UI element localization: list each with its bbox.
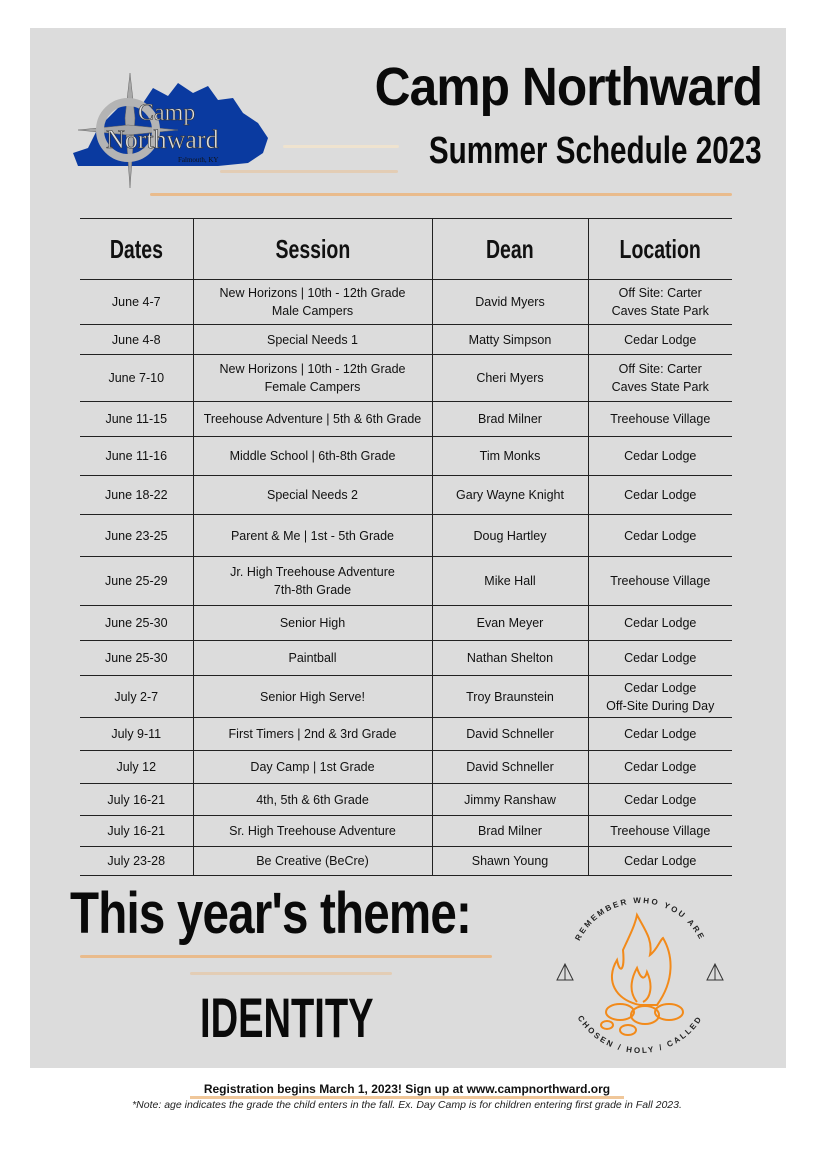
table-row	[80, 437, 732, 476]
table-row	[80, 641, 732, 676]
cell-session: Senior High	[193, 606, 432, 641]
cell-location: Cedar Lodge	[588, 515, 732, 557]
tent-icon	[707, 964, 723, 980]
cell-session: Middle School | 6th-8th Grade	[193, 437, 432, 476]
column-header-dean	[432, 219, 588, 280]
cell-session: Be Creative (BeCre)	[193, 847, 432, 876]
cell-location: Treehouse Village	[588, 557, 732, 606]
svg-text:CHOSEN / HOLY / CALLED	[576, 1014, 705, 1055]
cell-dean: David Myers	[432, 280, 588, 325]
emblem-top-text: REMEMBER WHO YOU ARE	[573, 895, 707, 943]
cell-dates: June 11-15	[80, 402, 193, 437]
table-row	[80, 402, 732, 437]
column-header-label: Dean	[486, 234, 534, 264]
table-row	[80, 751, 732, 784]
fire-icon	[601, 915, 683, 1035]
age-note: *Note: age indicates the grade the child enters in the fall. Ex. Day Camp is for children entering first grade in Fall 2023.	[132, 1099, 682, 1111]
table-row	[80, 676, 732, 718]
cell-session: Sr. High Treehouse Adventure	[193, 816, 432, 847]
cell-location: Cedar Lodge	[588, 606, 732, 641]
cell-dates: June 7-10	[80, 355, 193, 402]
accent-divider	[220, 170, 398, 173]
cell-dean: David Schneller	[432, 751, 588, 784]
cell-dean: Gary Wayne Knight	[432, 476, 588, 515]
logo-text-location: Falmouth, KY	[178, 156, 219, 164]
cell-dean: Evan Meyer	[432, 606, 588, 641]
cell-location: Cedar Lodge	[588, 784, 732, 816]
table-row	[80, 476, 732, 515]
cell-dean: Cheri Myers	[432, 355, 588, 402]
cell-dean: Brad Milner	[432, 402, 588, 437]
cell-dean: Doug Hartley	[432, 515, 588, 557]
cell-dates: June 25-30	[80, 641, 193, 676]
column-header-location	[588, 219, 732, 280]
cell-dates: July 16-21	[80, 816, 193, 847]
cell-dean: Tim Monks	[432, 437, 588, 476]
cell-session: Paintball	[193, 641, 432, 676]
table-row	[80, 784, 732, 816]
cell-location: Treehouse Village	[588, 816, 732, 847]
cell-dates: July 16-21	[80, 784, 193, 816]
cell-dates: June 25-29	[80, 557, 193, 606]
cell-session: Special Needs 1	[193, 325, 432, 355]
cell-dates: June 25-30	[80, 606, 193, 641]
cell-session: Treehouse Adventure | 5th & 6th Grade	[193, 402, 432, 437]
registration-text: Registration begins March 1, 2023! Sign up at www.campnorthward.org	[190, 1082, 624, 1099]
cell-dates: June 11-16	[80, 437, 193, 476]
table-row	[80, 355, 732, 402]
column-header-session	[193, 219, 432, 280]
cell-location: Cedar Lodge	[588, 437, 732, 476]
cell-session: 4th, 5th & 6th Grade	[193, 784, 432, 816]
emblem-bottom-text: CHOSEN / HOLY / CALLED	[575, 1013, 705, 1056]
theme-value: IDENTITY	[200, 986, 374, 1049]
column-header-label: Session	[275, 234, 350, 264]
cell-dates: June 18-22	[80, 476, 193, 515]
tent-icon	[557, 964, 573, 980]
table-row	[80, 515, 732, 557]
cell-location: Treehouse Village	[588, 402, 732, 437]
cell-location: Cedar Lodge	[588, 325, 732, 355]
accent-divider	[80, 955, 492, 958]
registration-banner	[0, 1082, 814, 1096]
cell-dean: Shawn Young	[432, 847, 588, 876]
cell-location: Cedar Lodge	[588, 718, 732, 751]
column-header-label: Location	[619, 234, 701, 264]
table-row	[80, 718, 732, 751]
logo-text-camp: Camp	[138, 100, 196, 126]
cell-dean: Nathan Shelton	[432, 641, 588, 676]
cell-location: Cedar Lodge	[588, 847, 732, 876]
cell-dates: July 12	[80, 751, 193, 784]
cell-session: New Horizons | 10th - 12th Grade Male Campers	[193, 280, 432, 325]
cell-location: Cedar Lodge	[588, 476, 732, 515]
cell-dean: Jimmy Ranshaw	[432, 784, 588, 816]
cell-session: Special Needs 2	[193, 476, 432, 515]
cell-location: Cedar Lodge	[588, 751, 732, 784]
cell-location: Off Site: Carter Caves State Park	[588, 280, 732, 325]
cell-dates: June 4-7	[80, 280, 193, 325]
cell-dates: June 23-25	[80, 515, 193, 557]
accent-divider	[190, 972, 392, 975]
cell-session: Parent & Me | 1st - 5th Grade	[193, 515, 432, 557]
cell-session: Jr. High Treehouse Adventure 7th-8th Grade	[193, 557, 432, 606]
cell-location: Off Site: Carter Caves State Park	[588, 355, 732, 402]
column-header-dates	[80, 219, 193, 280]
cell-dean: Mike Hall	[432, 557, 588, 606]
cell-dean: Troy Braunstein	[432, 676, 588, 718]
table-row	[80, 557, 732, 606]
cell-dean: Matty Simpson	[432, 325, 588, 355]
page-subtitle: Summer Schedule 2023	[429, 130, 762, 172]
table-row	[80, 816, 732, 847]
table-row	[80, 325, 732, 355]
camp-logo	[68, 68, 278, 193]
cell-dates: July 9-11	[80, 718, 193, 751]
cell-dates: June 4-8	[80, 325, 193, 355]
cell-dean: David Schneller	[432, 718, 588, 751]
logo-text-northward: Northward	[106, 125, 219, 154]
cell-session: Day Camp | 1st Grade	[193, 751, 432, 784]
table-row	[80, 280, 732, 325]
cell-dean: Brad Milner	[432, 816, 588, 847]
cell-dates: July 2-7	[80, 676, 193, 718]
cell-location: Cedar Lodge	[588, 641, 732, 676]
column-header-label: Dates	[109, 234, 163, 264]
cell-session: Senior High Serve!	[193, 676, 432, 718]
accent-divider	[150, 193, 732, 196]
page-title: Camp Northward	[374, 57, 762, 117]
table-row	[80, 847, 732, 876]
cell-session: First Timers | 2nd & 3rd Grade	[193, 718, 432, 751]
theme-label: This year's theme:	[70, 881, 471, 946]
cell-dates: July 23-28	[80, 847, 193, 876]
cell-session: New Horizons | 10th - 12th Grade Female Campers	[193, 355, 432, 402]
cell-location: Cedar Lodge Off-Site During Day	[588, 676, 732, 718]
schedule-table	[80, 218, 732, 876]
campfire-emblem	[545, 880, 735, 1060]
table-row	[80, 606, 732, 641]
accent-divider	[283, 145, 399, 148]
